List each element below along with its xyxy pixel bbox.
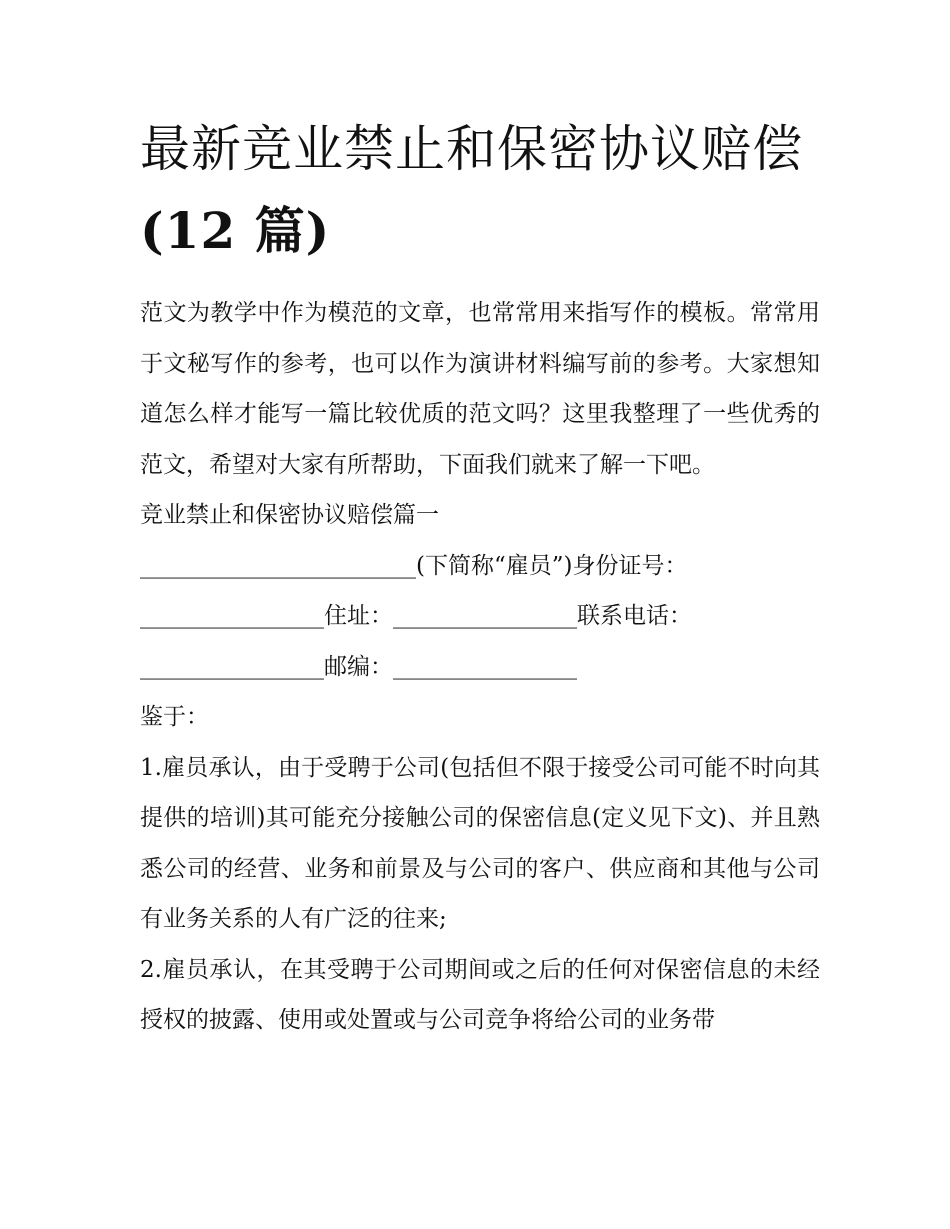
- document-title: [140, 108, 820, 272]
- title-count: (12 篇): [140, 201, 331, 260]
- form-line-employee: ________________________(下简称“雇员”)身份证号：: [140, 552, 688, 579]
- form-line-address: ________________住址：________________联系电话：: [140, 603, 692, 629]
- clause-paragraph: 1.雇员承认，由于受聘于公司(包括但不限于接受公司可能不时向其提供的培训)其可能充分接触公司的保密信息(定义见下文)、并且熟悉公司的经营、业务和前景及与公司的客户、供应商和其他与公司有业务关系的人有广泛的往来;: [140, 754, 820, 932]
- clause-paragraph: 2.雇员承认，在其受聘于公司期间或之后的任何对保密信息的未经授权的披露、使用或处置或与公司竞争将给公司的业务带: [140, 956, 820, 1033]
- document-page: [140, 108, 820, 1046]
- title-main: 最新竞业禁止和保密协议赔偿: [140, 120, 803, 178]
- form-line-postcode: ________________邮编：________________: [140, 653, 577, 680]
- intro-paragraph: 范文为教学中作为模范的文章，也常常用来指写作的模板。常常用于文秘写作的参考，也可以作为演讲材料编写前的参考。大家想知道怎么样才能写一篇比较优质的范文吗？这里我整理了一些优秀的范文，希望对大家有所帮助，下面我们就来了解一下吧。: [140, 300, 820, 478]
- section-heading: 竞业禁止和保密协议赔偿篇一: [140, 502, 439, 528]
- whereas-label: 鉴于：: [140, 704, 209, 730]
